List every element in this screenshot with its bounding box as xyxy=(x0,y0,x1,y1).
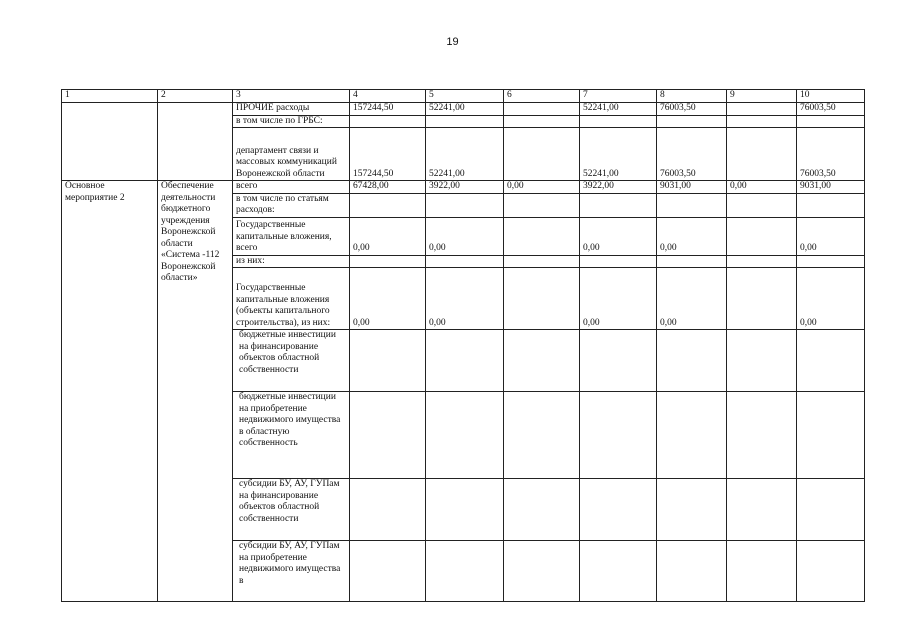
value-cell: 0,00 xyxy=(727,181,797,194)
value-cell: 9031,00 xyxy=(797,181,865,194)
continuation-cell xyxy=(158,102,233,181)
value-cell xyxy=(797,193,865,217)
value-cell: 76003,50 xyxy=(797,128,865,181)
value-cell xyxy=(350,193,426,217)
row-label: Государственные капитальные вложения, всего xyxy=(233,217,350,255)
value-cell xyxy=(504,330,580,392)
row-label: всего xyxy=(233,181,350,194)
main-event-cell: Основное мероприятие 2 xyxy=(62,181,158,602)
value-cell: 0,00 xyxy=(797,217,865,255)
main-event-desc-cell: Обеспечение деятельности бюджетного учреждения Воронежской области «Система -112 Воронежской области» xyxy=(158,181,233,602)
value-cell xyxy=(504,193,580,217)
value-cell: 52241,00 xyxy=(426,102,504,115)
value-cell xyxy=(727,541,797,602)
header-cell: 4 xyxy=(350,90,426,103)
value-cell xyxy=(504,255,580,268)
value-cell xyxy=(580,541,657,602)
table-row xyxy=(62,181,865,194)
value-cell: 157244,50 xyxy=(350,102,426,115)
value-cell xyxy=(426,330,504,392)
row-label: бюджетные инвестиции на приобретение недвижимого имущества в областную собственность xyxy=(233,392,350,479)
row-label: в том числе по статьям расходов: xyxy=(233,193,350,217)
page-number: 19 xyxy=(446,36,459,48)
value-cell xyxy=(350,392,426,479)
row-label: в том числе по ГРБС: xyxy=(233,115,350,128)
value-cell xyxy=(727,193,797,217)
value-cell: 0,00 xyxy=(580,217,657,255)
table-body xyxy=(62,90,865,602)
value-cell xyxy=(727,102,797,115)
value-cell xyxy=(504,268,580,330)
row-label: Государственные капитальные вложения (объекты капитального строительства), из них: xyxy=(233,268,350,330)
value-cell xyxy=(504,102,580,115)
value-cell: 0,00 xyxy=(350,268,426,330)
value-cell xyxy=(504,115,580,128)
row-label: субсидии БУ, АУ, ГУПам на финансирование объектов областной собственности xyxy=(233,479,350,541)
value-cell xyxy=(426,541,504,602)
value-cell xyxy=(504,479,580,541)
row-label: департамент связи и массовых коммуникаций Воронежской области xyxy=(233,128,350,181)
value-cell: 67428,00 xyxy=(350,181,426,194)
value-cell xyxy=(350,330,426,392)
value-cell xyxy=(657,392,727,479)
value-cell: 0,00 xyxy=(797,268,865,330)
value-cell: 9031,00 xyxy=(657,181,727,194)
value-cell: 0,00 xyxy=(580,268,657,330)
value-cell: 0,00 xyxy=(657,217,727,255)
value-cell: 3922,00 xyxy=(426,181,504,194)
header-cell: 6 xyxy=(504,90,580,103)
value-cell: 157244,50 xyxy=(350,128,426,181)
value-cell xyxy=(797,255,865,268)
value-cell xyxy=(727,268,797,330)
value-cell xyxy=(580,193,657,217)
value-cell: 0,00 xyxy=(657,268,727,330)
value-cell xyxy=(580,392,657,479)
value-cell xyxy=(504,128,580,181)
value-cell xyxy=(580,255,657,268)
value-cell xyxy=(727,217,797,255)
header-cell: 1 xyxy=(62,90,158,103)
row-label: субсидии БУ, АУ, ГУПам на приобретение недвижимого имущества в xyxy=(233,541,350,602)
value-cell: 52241,00 xyxy=(580,102,657,115)
value-cell: 0,00 xyxy=(504,181,580,194)
value-cell xyxy=(504,217,580,255)
value-cell xyxy=(657,255,727,268)
value-cell xyxy=(657,115,727,128)
header-cell: 8 xyxy=(657,90,727,103)
value-cell xyxy=(350,255,426,268)
value-cell xyxy=(727,128,797,181)
row-label: бюджетные инвестиции на финансирование объектов областной собственности xyxy=(233,330,350,392)
value-cell xyxy=(580,330,657,392)
value-cell: 76003,50 xyxy=(797,102,865,115)
budget-table xyxy=(61,89,865,602)
value-cell xyxy=(504,541,580,602)
value-cell xyxy=(797,330,865,392)
value-cell xyxy=(504,392,580,479)
value-cell xyxy=(580,479,657,541)
value-cell xyxy=(727,479,797,541)
value-cell: 76003,50 xyxy=(657,128,727,181)
value-cell: 0,00 xyxy=(426,268,504,330)
value-cell xyxy=(727,330,797,392)
value-cell xyxy=(426,255,504,268)
value-cell: 52241,00 xyxy=(580,128,657,181)
value-cell xyxy=(426,115,504,128)
value-cell xyxy=(797,392,865,479)
value-cell xyxy=(350,115,426,128)
value-cell xyxy=(426,193,504,217)
value-cell xyxy=(727,392,797,479)
row-label: ПРОЧИЕ расходы xyxy=(233,102,350,115)
value-cell xyxy=(657,193,727,217)
value-cell xyxy=(426,392,504,479)
value-cell: 3922,00 xyxy=(580,181,657,194)
value-cell: 76003,50 xyxy=(657,102,727,115)
value-cell: 0,00 xyxy=(426,217,504,255)
value-cell xyxy=(727,115,797,128)
value-cell xyxy=(350,541,426,602)
value-cell xyxy=(797,115,865,128)
value-cell xyxy=(657,479,727,541)
header-cell: 9 xyxy=(727,90,797,103)
value-cell xyxy=(350,479,426,541)
row-label: из них: xyxy=(233,255,350,268)
header-cell: 5 xyxy=(426,90,504,103)
value-cell: 52241,00 xyxy=(426,128,504,181)
header-row xyxy=(62,90,865,103)
value-cell xyxy=(580,115,657,128)
value-cell xyxy=(727,255,797,268)
value-cell xyxy=(657,330,727,392)
value-cell xyxy=(657,541,727,602)
value-cell xyxy=(797,479,865,541)
header-cell: 3 xyxy=(233,90,350,103)
value-cell: 0,00 xyxy=(350,217,426,255)
header-cell: 10 xyxy=(797,90,865,103)
table-row xyxy=(62,102,865,115)
header-cell: 2 xyxy=(158,90,233,103)
header-cell: 7 xyxy=(580,90,657,103)
value-cell xyxy=(797,541,865,602)
value-cell xyxy=(426,479,504,541)
continuation-cell xyxy=(62,102,158,181)
